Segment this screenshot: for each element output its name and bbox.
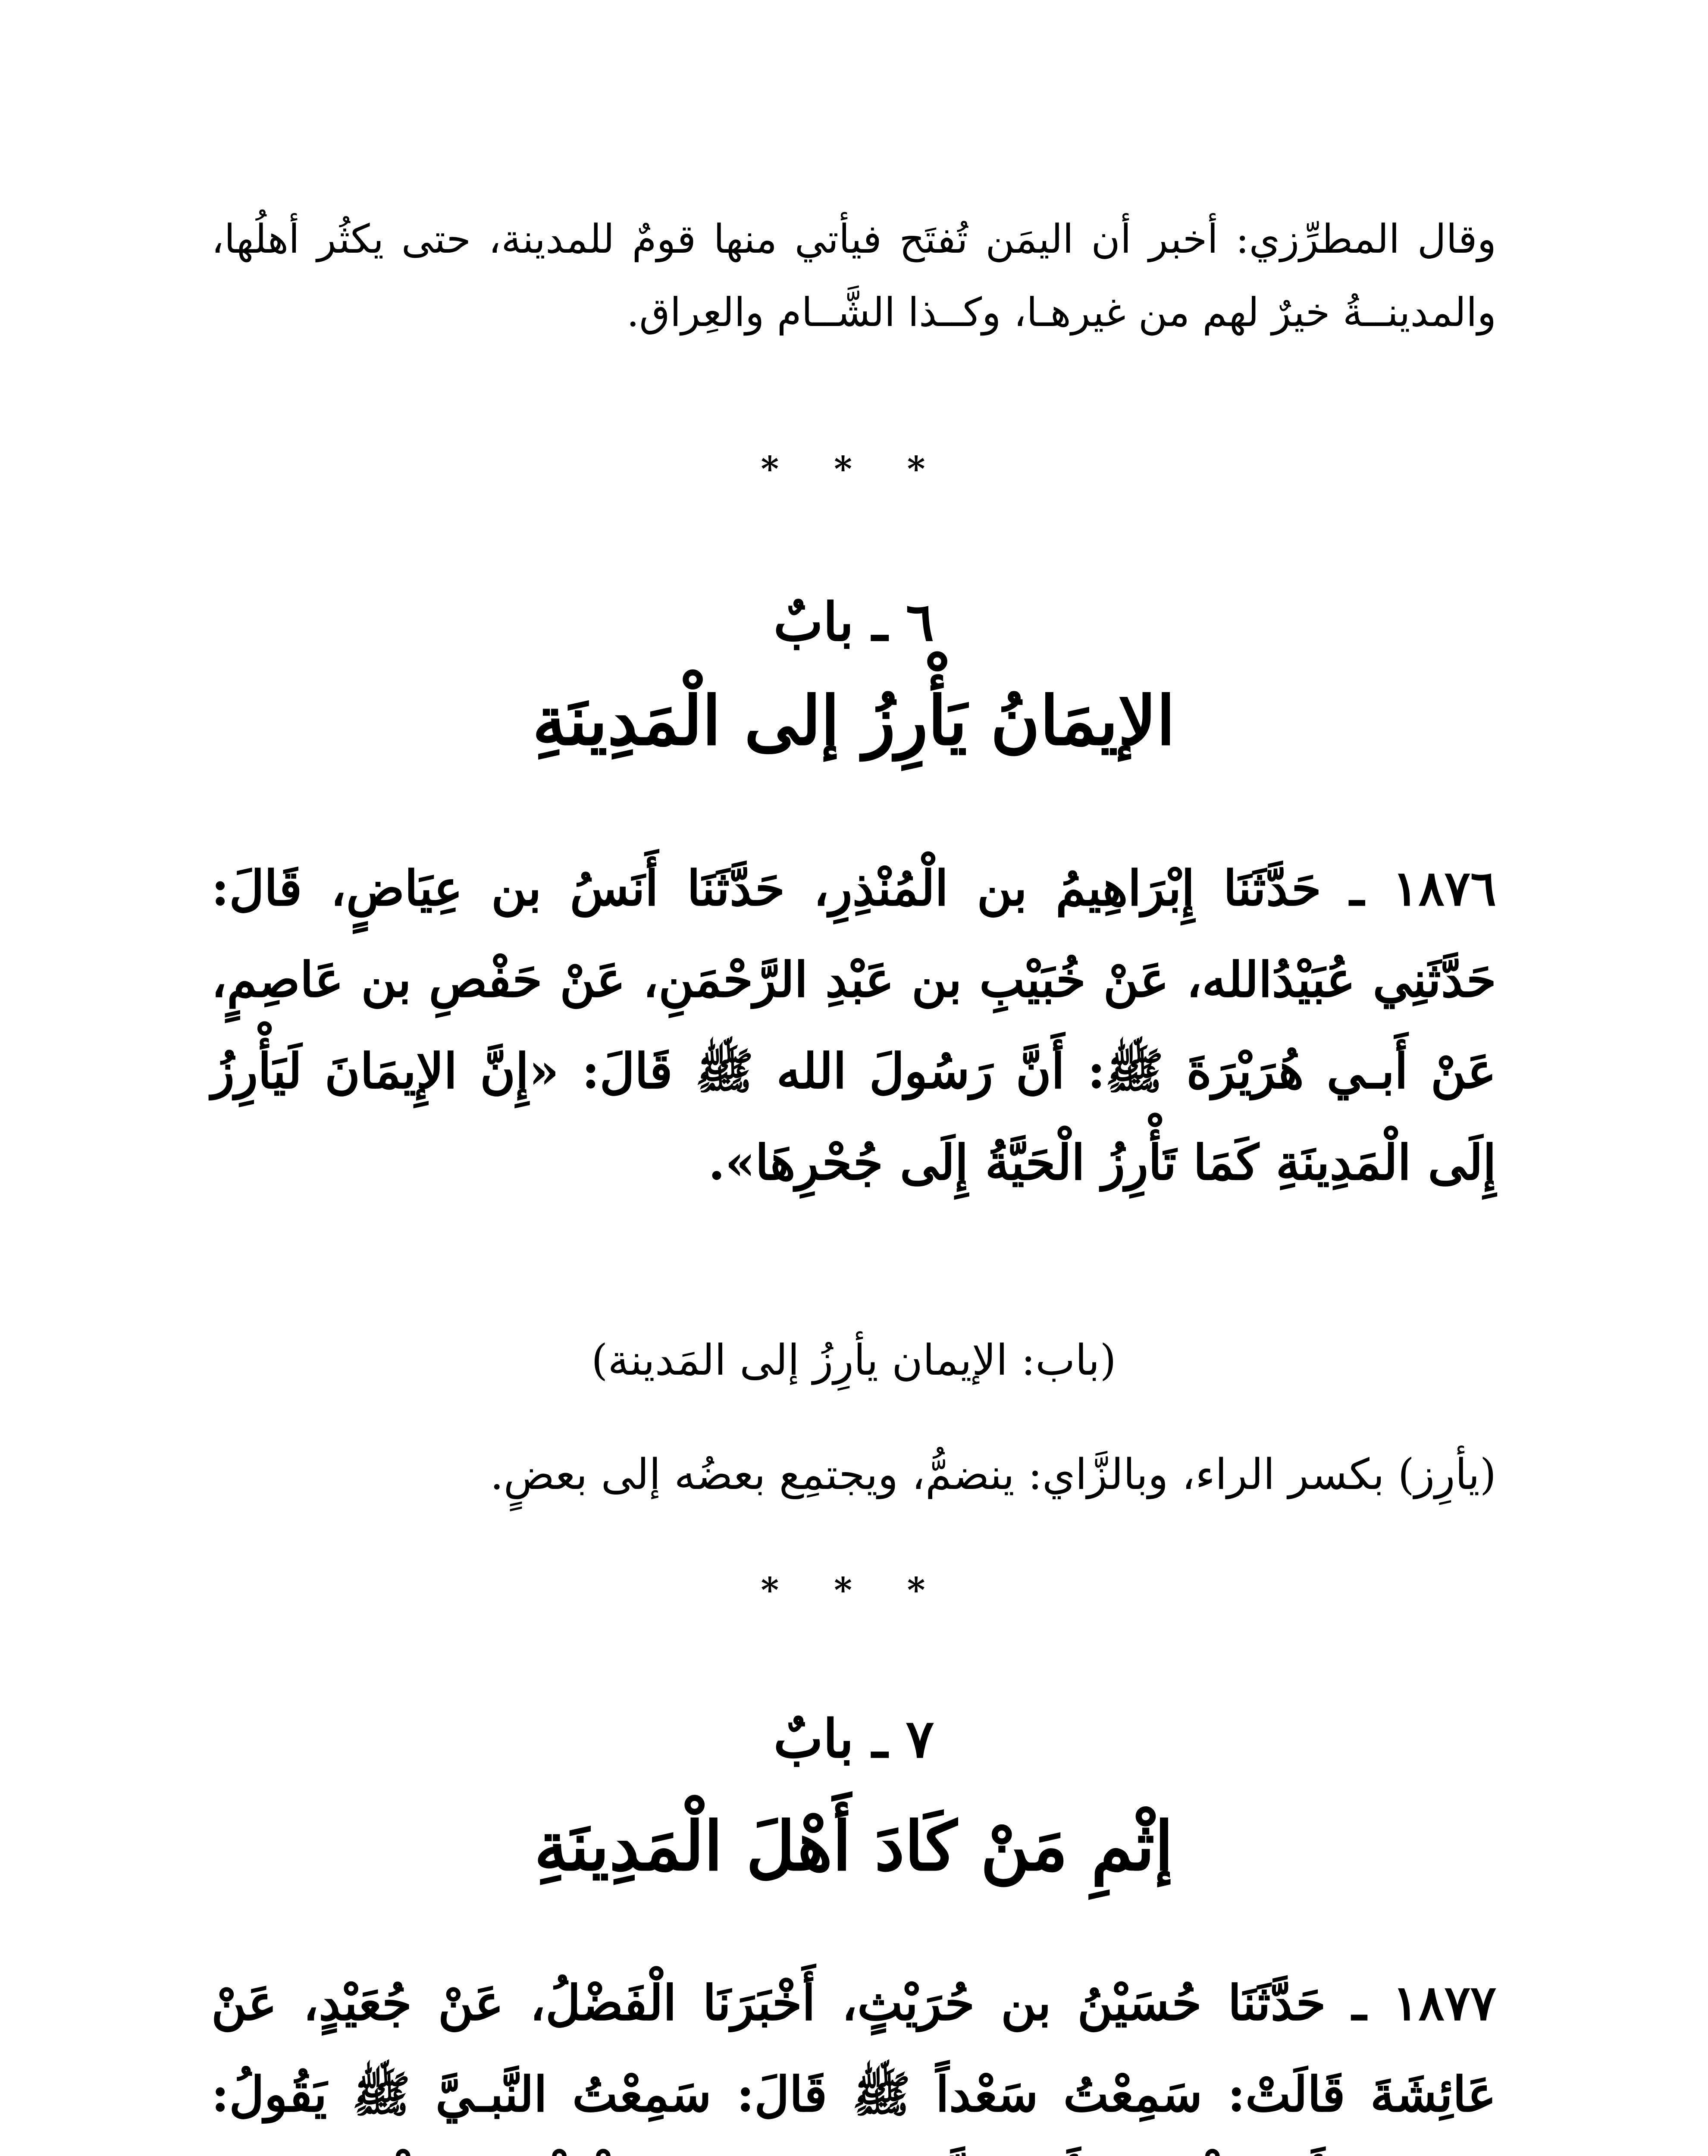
intro-commentary: وقال المطرِّزي: أخبر أن اليمَن تُفتَح فيأتي منها قومٌ للمدينة، حتى يكثُر أهلُها، والمدينــةُ خيرٌ لهم من غيرهـا، وكــذا الشَّــام والعِراق.	[211, 216, 1496, 335]
commentary-note: (يأرِز) بكسر الراء، وبالزَّاي: ينضمُّ، ويجتمِع بعضُه إلى بعضٍ.	[490, 1450, 1496, 1499]
chapter-6-label: ٦ ـ بابٌ	[773, 591, 934, 653]
chapter-7-label: ٧ ـ بابٌ	[773, 1708, 934, 1770]
commentary-heading: (باب: الإيمان يأرِزُ إلى المَدينة)	[591, 1336, 1116, 1385]
hadith-1876: ١٨٧٦ ـ حَدَّثَنَا إِبْرَاهِيمُ بن الْمُنْذِرِ، حَدَّثَنَا أَنَسُ بن عِيَاضٍ، قَالَ: حَدَّثَنِي عُبَيْدُالله، عَنْ خُبَيْبِ بن عَبْدِ الرَّحْمَنِ، عَنْ حَفْصِ بن عَاصِمٍ، عَنْ أَبـي هُرَيْرَةَ ﷺ: أَنَّ رَسُولَ الله ﷺ قَالَ: «إِنَّ الإِيمَانَ لَيَأْرِزُ إِلَى الْمَدِينَةِ كَمَا تَأْرِزُ الْحَيَّةُ إِلَى جُحْرِهَا».	[211, 860, 1496, 1191]
chapter-7-title: إثْمِ مَنْ كَادَ أَهْلَ الْمَدِينَةِ	[534, 1807, 1174, 1886]
section-separator: * * *	[761, 448, 947, 489]
section-separator: * * *	[761, 1570, 947, 1610]
hadith-1877: ١٨٧٧ ـ حَدَّثَنَا حُسَيْنُ بن حُرَيْثٍ، أَخْبَرَنَا الْفَضْلُ، عَنْ جُعَيْدٍ، عَنْ عَائِشَةَ قَالَتْ: سَمِعْتُ سَعْداً ﷺ قَالَ: سَمِعْتُ النَّبـيَّ ﷺ يَقُولُ:	[211, 1975, 1496, 2123]
chapter-6-title: الإيمَانُ يَأْرِزُ إلى الْمَدِينَةِ	[532, 681, 1175, 760]
